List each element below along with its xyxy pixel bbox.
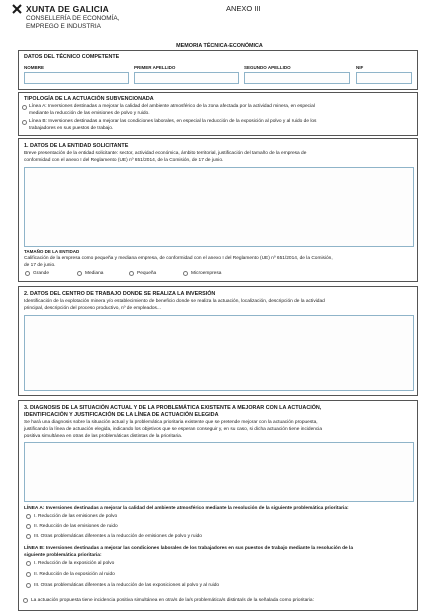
nif-field[interactable] [356, 72, 412, 84]
linea-a-radio[interactable] [22, 105, 27, 110]
section-title: TIPOLOGÍA DE LA ACTUACIÓN SUBVENCIONADA [24, 96, 154, 102]
lb-option-1-label: I. Reducción de la exposición al polvo [34, 561, 115, 566]
diagnosis-description-line-2: justificando la línea de actuación elegida, indicando los objetivos que se esperan conseguir y, en su caso, si dicha actuación tiene incidencia [24, 427, 323, 432]
incidencia-label: La actuación propuesta tiene incidencia positiva simultánea en otra/s de la/s problemática/s distinta/s de la señalada como prioritaria: [31, 598, 314, 603]
entidad-description-line-2: conformidad con el anexo I del Reglamento (UE) nº 651/2014, de la Comisión, de 17 de junio. [24, 158, 224, 163]
section-title: 2. DATOS DEL CENTRO DE TRABAJO DONDE SE REALIZA LA INVERSIÓN [24, 291, 216, 297]
linea-b-text [29, 118, 415, 132]
section-title: DATOS DEL TÉCNICO COMPETENTE [24, 54, 120, 60]
lb-option-2-label: II. Reducción de la exposición al ruido [34, 572, 115, 577]
la-option-1-label: I. Reducción de las emisiones de polvo [34, 514, 118, 519]
mediana-label: Mediana [85, 271, 104, 276]
page-title: MEMORIA TÉCNICA-ECONÓMICA [176, 43, 263, 49]
centro-description-textarea[interactable] [24, 315, 414, 391]
xunta-logo-icon [12, 4, 22, 14]
document-header [0, 0, 439, 40]
section-title-line-2: IDENTIFICACIÓN Y JUSTIFICACIÓN DE LA LÍNEA DE ACTUACIÓN ELEGIDA [24, 412, 219, 418]
diagnosis-description-line-3: positiva simultánea en otras de las problemáticas distintas de la prioritaria. [24, 434, 183, 439]
microempresa-radio[interactable] [183, 271, 188, 276]
la-option-2-label: II. Reducción de las emisiones de ruido [34, 524, 118, 529]
centro-description-line-1: Identificación de la explotación minera y/o establecimiento de beneficio donde se realiza la actuación, localización, descripción de la actividad [24, 299, 325, 304]
nombre-field[interactable] [24, 72, 129, 84]
linea-b-radio[interactable] [22, 120, 27, 125]
la-option-3-label: III. Otras problemáticas diferentes a la reducción de emisiones de polvo y ruido [34, 534, 202, 539]
segundo-apellido-label: SEGUNDO APELLIDO [244, 65, 291, 70]
tamano-title: TAMAÑO DE LA ENTIDAD [24, 249, 80, 254]
linea-b-title [24, 545, 416, 559]
entidad-description-textarea[interactable] [24, 167, 414, 247]
logo-subtitle [26, 15, 119, 31]
linea-b-line-1: Línea B: Inversiones destinadas a mejorar las condiciones laborales, en especial la reducción de la exposición al polvo y al ruido de los [29, 119, 317, 124]
linea-b-title-line-1: LÍNEA B: Inversiones destinadas a mejorar las condiciones laborales de los trabajadores en sus puestos de trabajo mediante la resolución de la [24, 546, 354, 551]
linea-b-line-2: trabajadores en sus puestos de trabajo. [29, 126, 114, 131]
centro-description [24, 298, 414, 312]
la-option-2-radio[interactable] [26, 524, 31, 529]
section-3-diagnosis [18, 400, 418, 611]
section-title-line-1: 3. DIAGNOSIS DE LA SITUACIÓN ACTUAL Y DE LA PROBLEMÁTICA EXISTENTE A MEJORAR CON LA ACTUACIÓN, [24, 405, 322, 411]
linea-a-line-1: Línea A: Inversiones destinadas a mejorar la calidad del ambiente atmosférico de la zona afectada por la actividad minera, en especial [29, 104, 315, 109]
tamano-description-line-2: de 17 de junio. [24, 263, 56, 268]
logo-subtitle-line-2: EMPREGO E INDUSTRIA [26, 23, 101, 30]
la-option-1-radio[interactable] [26, 514, 31, 519]
section-title [24, 405, 321, 419]
nombre-label: NOMBRE [24, 65, 44, 70]
linea-a-title: LÍNEA A: Inversiones destinadas a mejorar la calidad del ambiente atmosférico mediante la resolución de la siguiente problemática prioritaria: [24, 506, 349, 511]
section-2-centro [18, 286, 418, 396]
logo-subtitle-line-1: CONSELLERÍA DE ECONOMÍA, [26, 15, 120, 22]
grande-radio[interactable] [25, 271, 30, 276]
la-option-3-radio[interactable] [26, 534, 31, 539]
entidad-description-line-1: Breve presentación de la entidad solicitante: sector, actividad económica, ámbito territorial, justificación del tamaño de la empresa de [24, 151, 307, 156]
logo-name: XUNTA DE GALICIA [26, 4, 110, 14]
segundo-apellido-field[interactable] [244, 72, 350, 84]
centro-description-line-2: principal, descripción del proceso productivo, nº de empleados... [24, 306, 161, 311]
pequena-radio[interactable] [129, 271, 134, 276]
section-title: 1. DATOS DE LA ENTIDAD SOLICITANTE [24, 143, 129, 149]
lb-option-2-radio[interactable] [26, 572, 31, 577]
linea-a-line-2: mediante la reducción de las emisiones de polvo y ruido. [29, 111, 150, 116]
lb-option-3-label: III. Otras problemáticas diferentes a la reducción de las exposiciones al polvo y al ruido [34, 583, 220, 588]
pequena-label: Pequeña [137, 271, 157, 276]
lb-option-3-radio[interactable] [26, 583, 31, 588]
linea-a-text [29, 103, 415, 117]
primer-apellido-field[interactable] [134, 72, 239, 84]
tamano-description [24, 255, 414, 269]
primer-apellido-label: PRIMER APELLIDO [134, 65, 176, 70]
diagnosis-description-line-1: Se hará una diagnosis sobre la situación actual y la problemática prioritaria existente que se pretende mejorar con la actuación propuesta, [24, 420, 318, 425]
annex-label: ANEXO III [226, 4, 261, 13]
nif-label: NIF [356, 65, 364, 70]
microempresa-label: Microempresa [191, 271, 222, 276]
diagnosis-textarea[interactable] [24, 442, 414, 502]
entidad-description [24, 150, 414, 164]
mediana-radio[interactable] [77, 271, 82, 276]
incidencia-radio[interactable] [23, 598, 28, 603]
section-1-entidad [18, 138, 418, 282]
diagnosis-description [24, 419, 414, 440]
lb-option-1-radio[interactable] [26, 561, 31, 566]
grande-label: Grande [33, 271, 49, 276]
section-tecnico [18, 50, 418, 90]
tamano-description-line-1: Calificación de la empresa como pequeña y mediana empresa, de conformidad con el anexo I del Reglamento (UE) nº 651/2014, de la Comisión, [24, 256, 333, 261]
linea-b-title-line-2: siguiente problemática prioritaria: [24, 553, 102, 558]
section-tipologia [18, 92, 418, 136]
